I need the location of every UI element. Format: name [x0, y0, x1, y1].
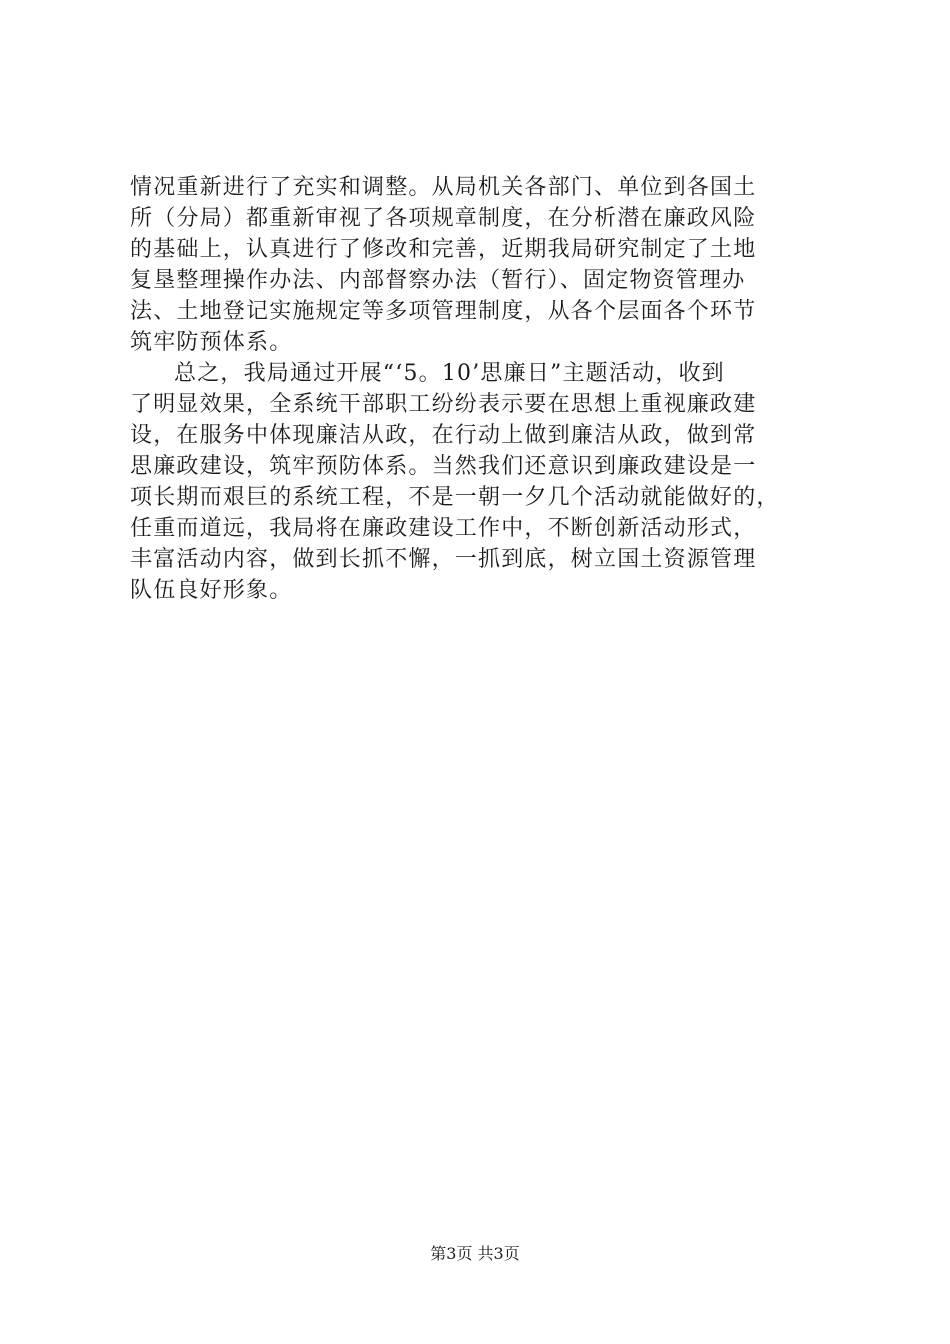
text-line: 设，在服务中体现廉洁从政，在行动上做到廉洁从政，做到常	[130, 423, 757, 448]
text-line: 队伍良好形象。	[130, 578, 293, 603]
body-text	[130, 172, 830, 606]
text-line: 任重而道远，我局将在廉政建设工作中，不断创新活动形式，	[130, 516, 757, 541]
text-line: 思廉政建设，筑牢预防体系。当然我们还意识到廉政建设是一	[130, 454, 757, 479]
page-footer: 第3页 共3页	[430, 1244, 520, 1263]
text-line: 所（分局）都重新审视了各项规章制度，在分析潜在廉政风险	[130, 206, 757, 231]
text-line: 筑牢防预体系。	[130, 330, 293, 355]
text-line: 法、土地登记实施规定等多项管理制度，从各个层面各个环节	[130, 299, 757, 324]
text-line: 丰富活动内容，做到长抓不懈，一抓到底，树立国土资源管理	[130, 547, 757, 572]
text-line: 情况重新进行了充实和调整。从局机关各部门、单位到各国土	[130, 175, 757, 200]
paragraph-start-line: 总之，我局通过开展“‘5。10’思廉日”主题活动，收到	[174, 361, 725, 386]
text-line: 了明显效果，全系统干部职工纷纷表示要在思想上重视廉政建	[130, 392, 757, 417]
text-line: 项长期而艰巨的系统工程，不是一朝一夕几个活动就能做好的，	[130, 485, 780, 510]
text-line: 复垦整理操作办法、内部督察办法（暂行）、固定物资管理办	[130, 268, 746, 293]
text-line: 的基础上，认真进行了修改和完善，近期我局研究制定了土地	[130, 237, 757, 262]
